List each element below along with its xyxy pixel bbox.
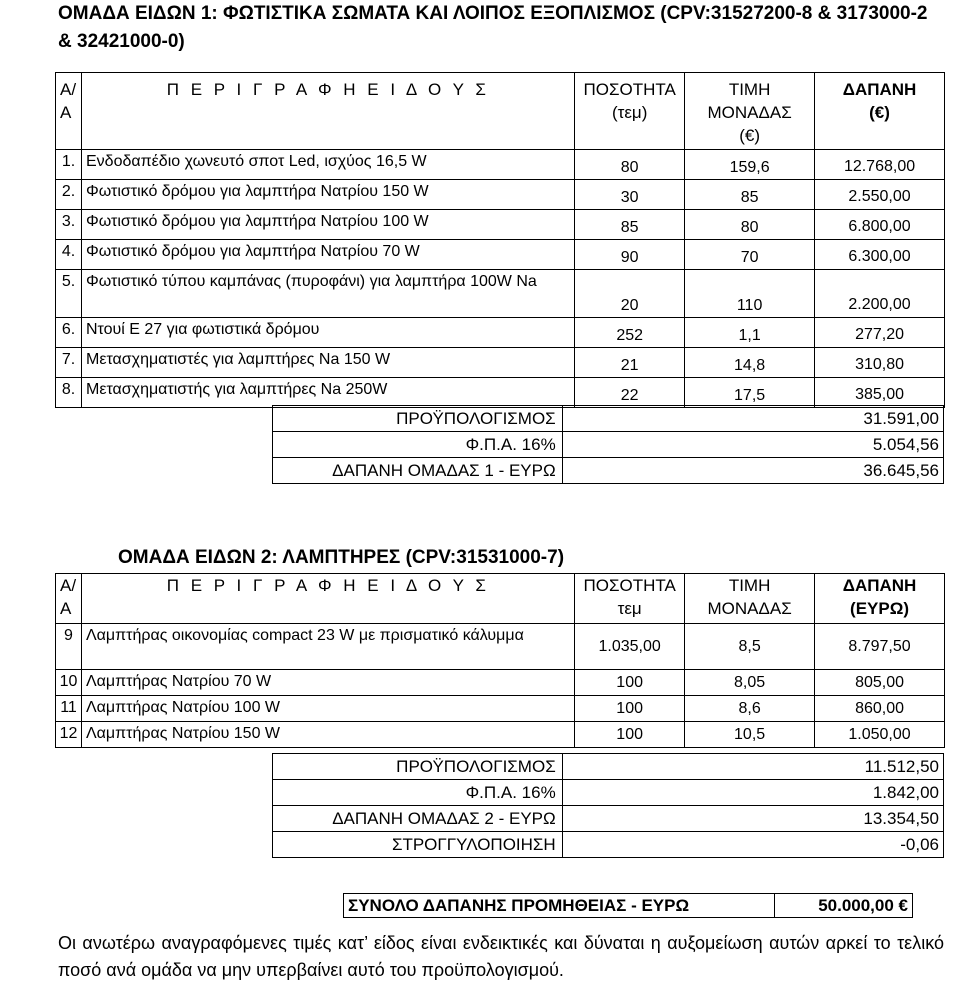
col-cost-header [815, 574, 945, 624]
total-label: ΣΥΝΟΛΟ ΔΑΠΑΝΗΣ ΠΡΟΜΗΘΕΙΑΣ - ΕΥΡΩ [344, 894, 775, 918]
group1-table [55, 72, 945, 408]
row-number: 3. [56, 210, 82, 240]
row-cost: 277,20 [815, 318, 945, 348]
summary-label: ΔΑΠΑΝΗ ΟΜΑΔΑΣ 2 - ΕΥΡΩ [273, 806, 563, 832]
col-cost-header [815, 73, 945, 150]
col-price-header [685, 574, 815, 624]
row-cost: 6.800,00 [815, 210, 945, 240]
row-description: Λαμπτήρας οικονομίας compact 23 W με πρισματικό κάλυμμα [81, 624, 574, 670]
summary-value: 11.512,50 [562, 754, 943, 780]
row-cost: 805,00 [815, 670, 945, 696]
table-row [56, 696, 945, 722]
col-quantity-header [575, 73, 685, 150]
table-row [56, 150, 945, 180]
row-unit-price: 14,8 [685, 348, 815, 378]
summary-label: Φ.Π.Α. 16% [273, 780, 563, 806]
summary-row [273, 832, 944, 858]
summary-label: Φ.Π.Α. 16% [273, 432, 563, 458]
table-row [56, 722, 945, 748]
table-row [56, 240, 945, 270]
summary-row [273, 406, 944, 432]
group2-table [55, 573, 945, 748]
row-quantity: 100 [575, 670, 685, 696]
row-cost: 1.050,00 [815, 722, 945, 748]
cost-header-line2: (€) [869, 103, 890, 122]
row-quantity: 90 [575, 240, 685, 270]
row-cost: 8.797,50 [815, 624, 945, 670]
row-unit-price: 110 [685, 270, 815, 318]
col-price-header [685, 73, 815, 150]
row-number: 2. [56, 180, 82, 210]
table-row [56, 210, 945, 240]
col-aa-header: Α/Α [56, 574, 82, 624]
row-unit-price: 159,6 [685, 150, 815, 180]
row-number: 1. [56, 150, 82, 180]
summary-row [273, 458, 944, 484]
row-description: Λαμπτήρας Νατρίου 70 W [81, 670, 574, 696]
row-quantity: 80 [575, 150, 685, 180]
row-cost: 860,00 [815, 696, 945, 722]
cost-header-line2: (ΕΥΡΩ) [850, 599, 910, 618]
row-quantity: 20 [575, 270, 685, 318]
row-cost: 385,00 [815, 378, 945, 408]
table-row [56, 378, 945, 408]
row-description: Φωτιστικό δρόμου για λαμπτήρα Νατρίου 70 W [81, 240, 574, 270]
group1-header-row [56, 73, 945, 150]
row-unit-price: 70 [685, 240, 815, 270]
table-row [56, 624, 945, 670]
row-unit-price: 8,5 [685, 624, 815, 670]
row-description: Ντουί Ε 27 για φωτιστικά δρόμου [81, 318, 574, 348]
row-number: 11 [56, 696, 82, 722]
row-description: Λαμπτήρας Νατρίου 100 W [81, 696, 574, 722]
col-quantity-header [575, 574, 685, 624]
summary-row [273, 780, 944, 806]
summary-row [273, 754, 944, 780]
summary-label: ΣΤΡΟΓΓΥΛΟΠΟΙΗΣΗ [273, 832, 563, 858]
row-number: 9 [56, 624, 82, 670]
price-header-line2: ΜΟΝΑΔΑΣ [707, 103, 792, 122]
summary-value: -0,06 [562, 832, 943, 858]
row-quantity: 21 [575, 348, 685, 378]
group2-body [56, 624, 945, 748]
price-header-line1: ΤΙΜΗ [728, 80, 771, 99]
row-unit-price: 85 [685, 180, 815, 210]
row-quantity: 252 [575, 318, 685, 348]
row-cost: 12.768,00 [815, 150, 945, 180]
summary-label: ΠΡΟΫΠΟΛΟΓΙΣΜΟΣ [273, 754, 563, 780]
row-description: Ενδοδαπέδιο χωνευτό σποτ Led, ισχύος 16,5 W [81, 150, 574, 180]
row-number: 7. [56, 348, 82, 378]
group1-title: ΟΜΑΔΑ ΕΙΔΩΝ 1: ΦΩΤΙΣΤΙΚΑ ΣΩΜΑΤΑ ΚΑΙ ΛΟΙΠΟΣ ΕΞΟΠΛΙΣΜΟΣ (CPV:31527200-8 & 3173000-2 & 32421000-0) [58, 3, 928, 52]
row-number: 4. [56, 240, 82, 270]
footer-note: Οι ανωτέρω αναγραφόμενες τιμές κατ’ είδος είναι ενδεικτικές και δύναται η αυξομείωση αυτών αρκεί το τελικό ποσό ανά ομάδα να μην υπερβαίνει αυτό του προϋπολογισμού. [58, 933, 944, 980]
row-unit-price: 80 [685, 210, 815, 240]
row-description: Λαμπτήρας Νατρίου 150 W [81, 722, 574, 748]
row-cost: 2.550,00 [815, 180, 945, 210]
row-quantity: 1.035,00 [575, 624, 685, 670]
table-row [56, 318, 945, 348]
row-quantity: 100 [575, 722, 685, 748]
price-header-line1: ΤΙΜΗ [728, 576, 771, 595]
row-description: Φωτιστικό τύπου καμπάνας (πυροφάνι) για λαμπτήρα 100W Na [81, 270, 574, 318]
price-header-line2: ΜΟΝΑΔΑΣ [707, 599, 792, 618]
row-unit-price: 8,05 [685, 670, 815, 696]
qty-header-line2: τεμ [617, 599, 642, 618]
summary-value: 31.591,00 [562, 406, 943, 432]
row-number: 10 [56, 670, 82, 696]
row-number: 12 [56, 722, 82, 748]
table-row [56, 348, 945, 378]
row-description: Μετασχηματιστής για λαμπτήρες Na 250W [81, 378, 574, 408]
row-description: Μετασχηματιστές για λαμπτήρες Na 150 W [81, 348, 574, 378]
row-cost: 310,80 [815, 348, 945, 378]
row-quantity: 30 [575, 180, 685, 210]
row-description: Φωτιστικό δρόμου για λαμπτήρα Νατρίου 100 W [81, 210, 574, 240]
row-unit-price: 17,5 [685, 378, 815, 408]
row-quantity: 85 [575, 210, 685, 240]
total-table [343, 893, 913, 918]
row-description: Φωτιστικό δρόμου για λαμπτήρα Νατρίου 150 W [81, 180, 574, 210]
col-description-header: Π Ε Ρ Ι Γ Ρ Α Φ Η Ε Ι Δ Ο Υ Σ [81, 73, 574, 150]
table-row [56, 270, 945, 318]
group1-summary [272, 405, 944, 484]
qty-header-line1: ΠΟΣΟΤΗΤΑ [583, 576, 676, 595]
row-cost: 6.300,00 [815, 240, 945, 270]
cost-header-line1: ΔΑΠΑΝΗ [842, 576, 917, 595]
row-unit-price: 10,5 [685, 722, 815, 748]
group2-summary [272, 753, 944, 858]
summary-value: 1.842,00 [562, 780, 943, 806]
row-quantity: 100 [575, 696, 685, 722]
cost-header-line1: ΔΑΠΑΝΗ [842, 80, 917, 99]
summary-label: ΔΑΠΑΝΗ ΟΜΑΔΑΣ 1 - ΕΥΡΩ [273, 458, 563, 484]
row-unit-price: 1,1 [685, 318, 815, 348]
summary-value: 36.645,56 [562, 458, 943, 484]
summary-row [273, 432, 944, 458]
summary-value: 13.354,50 [562, 806, 943, 832]
qty-header-line2: (τεμ) [611, 103, 648, 122]
col-aa-header: Α/Α [56, 73, 82, 150]
table-row [56, 180, 945, 210]
group1-body [56, 150, 945, 408]
row-number: 6. [56, 318, 82, 348]
price-header-line3: (€) [739, 126, 760, 145]
row-number: 5. [56, 270, 82, 318]
table-row [56, 670, 945, 696]
group2-title: ΟΜΑΔΑ ΕΙΔΩΝ 2: ΛΑΜΠΤΗΡΕΣ (CPV:31531000-7) [118, 547, 565, 568]
group2-header-row [56, 574, 945, 624]
summary-value: 5.054,56 [562, 432, 943, 458]
summary-row [273, 806, 944, 832]
row-cost: 2.200,00 [815, 270, 945, 318]
row-number: 8. [56, 378, 82, 408]
qty-header-line1: ΠΟΣΟΤΗΤΑ [583, 80, 676, 99]
summary-label: ΠΡΟΫΠΟΛΟΓΙΣΜΟΣ [273, 406, 563, 432]
row-quantity: 22 [575, 378, 685, 408]
col-description-header: Π Ε Ρ Ι Γ Ρ Α Φ Η Ε Ι Δ Ο Υ Σ [81, 574, 574, 624]
total-value: 50.000,00 € [775, 894, 913, 918]
row-unit-price: 8,6 [685, 696, 815, 722]
